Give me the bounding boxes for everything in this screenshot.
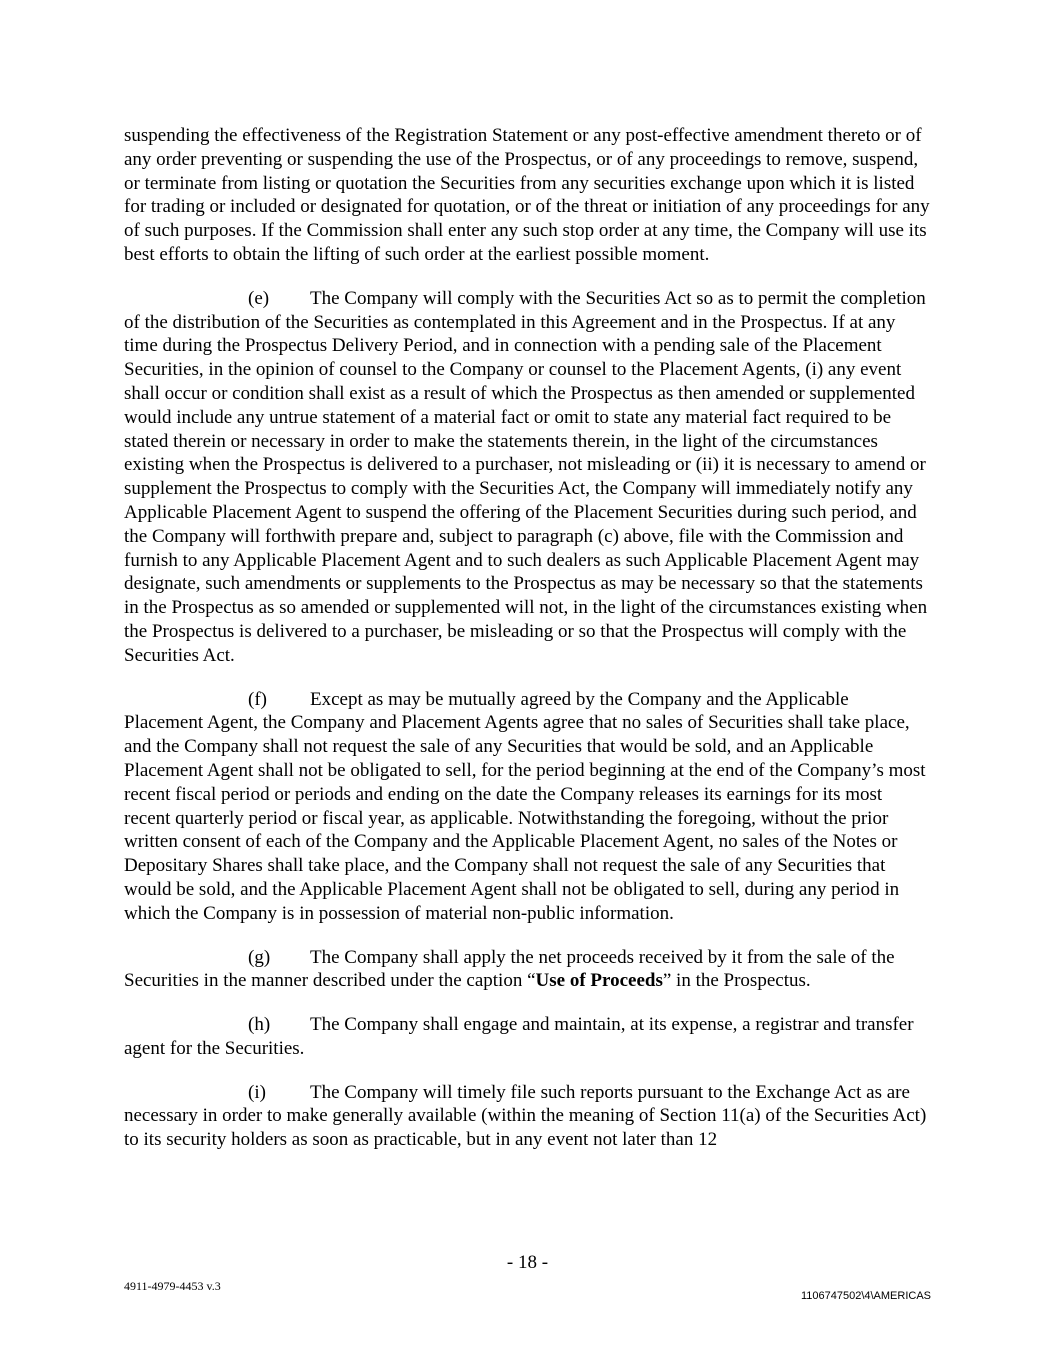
section-i — [124, 1081, 932, 1152]
section-text: Except as may be mutually agreed by the Company and the Applicable Placement Agent, the Company and Placement Agents agree that no sales of Securities shall take place, and the Company shall not request the sale of any Securities that would be sold, and an Applicable Placement Agent shall not be obligated to sell, for the period beginning at the end of the Company’s most recent fiscal period or periods and ending on the date the Company releases its earnings for its most recent quarterly period or fiscal year, as applicable. Notwithstanding the foregoing, without the prior written consent of each of the Company and the Applicable Placement Agent, no sales of the Notes or Depositary Shares shall take place, and the Company shall not request the sale of any Securities that would be sold, and the Applicable Placement Agent shall not be obligated to sell, during any period in which the Company is in possession of material non-public information. — [124, 688, 926, 924]
section-text: The Company will comply with the Securities Act so as to permit the completion of the distribution of the Securities as contemplated in this Agreement and in the Prospectus. If at any time during the Prospectus Delivery Period, and in connection with a pending sale of the Placement Securities, in the opinion of counsel to the Company or counsel to the Placement Agents, (i) any event shall occur or condition shall exist as a result of which the Prospectus as then amended or supplemented would include any untrue statement of a material fact or omit to state any material fact required to be stated therein or necessary in order to make the statements therein, in the light of the circumstances existing when the Prospectus is delivered to a purchaser, not misleading or (ii) it is necessary to amend or supplement the Prospectus to comply with the Securities Act, the Company will immediately notify any Applicable Placement Agent to suspend the offering of the Placement Securities during such period, and the Company will forthwith prepare and, subject to paragraph (c) above, file with the Commission and furnish to any Applicable Placement Agent and to such dealers as such Applicable Placement Agent may designate, such amendments or supplements to the Prospectus as may be necessary so that the statements in the Prospectus as so amended or supplemented will not, in the light of the circumstances existing when the Prospectus is delivered to a purchaser, be misleading or so that the Prospectus will comply with the Securities Act. — [124, 287, 928, 666]
section-label: (g) — [248, 946, 271, 968]
section-label: (e) — [248, 287, 270, 309]
document-body — [124, 124, 932, 1172]
section-label: (h) — [248, 1014, 271, 1036]
section-label: (i) — [248, 1081, 266, 1103]
document-id: 4911-4979-4453 v.3 — [124, 1279, 221, 1293]
section-g — [124, 946, 932, 994]
caption-use-of-proceeds: Use of Proceeds — [535, 970, 663, 992]
reference-id: 1106747502\4\AMERICAS — [800, 1290, 931, 1302]
section-f — [124, 688, 932, 926]
section-e — [124, 287, 932, 668]
section-text-tail: ” in the Prospectus. — [662, 970, 811, 992]
section-text: The Company will timely file such reports pursuant to the Exchange Act as are necessary in order to make generally available (within the meaning of Section 11(a) of the Securities Act) to its security holders as soon as practicable, but in any event not later than 12 — [124, 1081, 927, 1151]
section-label: (f) — [248, 688, 267, 710]
section-text: The Company shall apply the net proceeds received by it from the sale of the Securities in the manner described under the caption “ — [124, 946, 895, 992]
intro-paragraph: suspending the effectiveness of the Registration Statement or any post-effective amendment thereto or of any order preventing or suspending the use of the Prospectus, or of any proceedings to remove, suspend, or terminate from listing or quotation the Securities from any securities exchange upon which it is listed for trading or included or designated for quotation, or of the threat or initiation of any proceedings for any of such purposes. If the Commission shall enter any such stop order at any time, the Company will use its best efforts to obtain the lifting of such order at the earliest possible moment. — [124, 125, 930, 265]
page-number: - 18 - — [506, 1252, 549, 1273]
section-h — [124, 1013, 932, 1061]
section-text: The Company shall engage and maintain, at its expense, a registrar and transfer agent for the Securities. — [124, 1014, 914, 1059]
